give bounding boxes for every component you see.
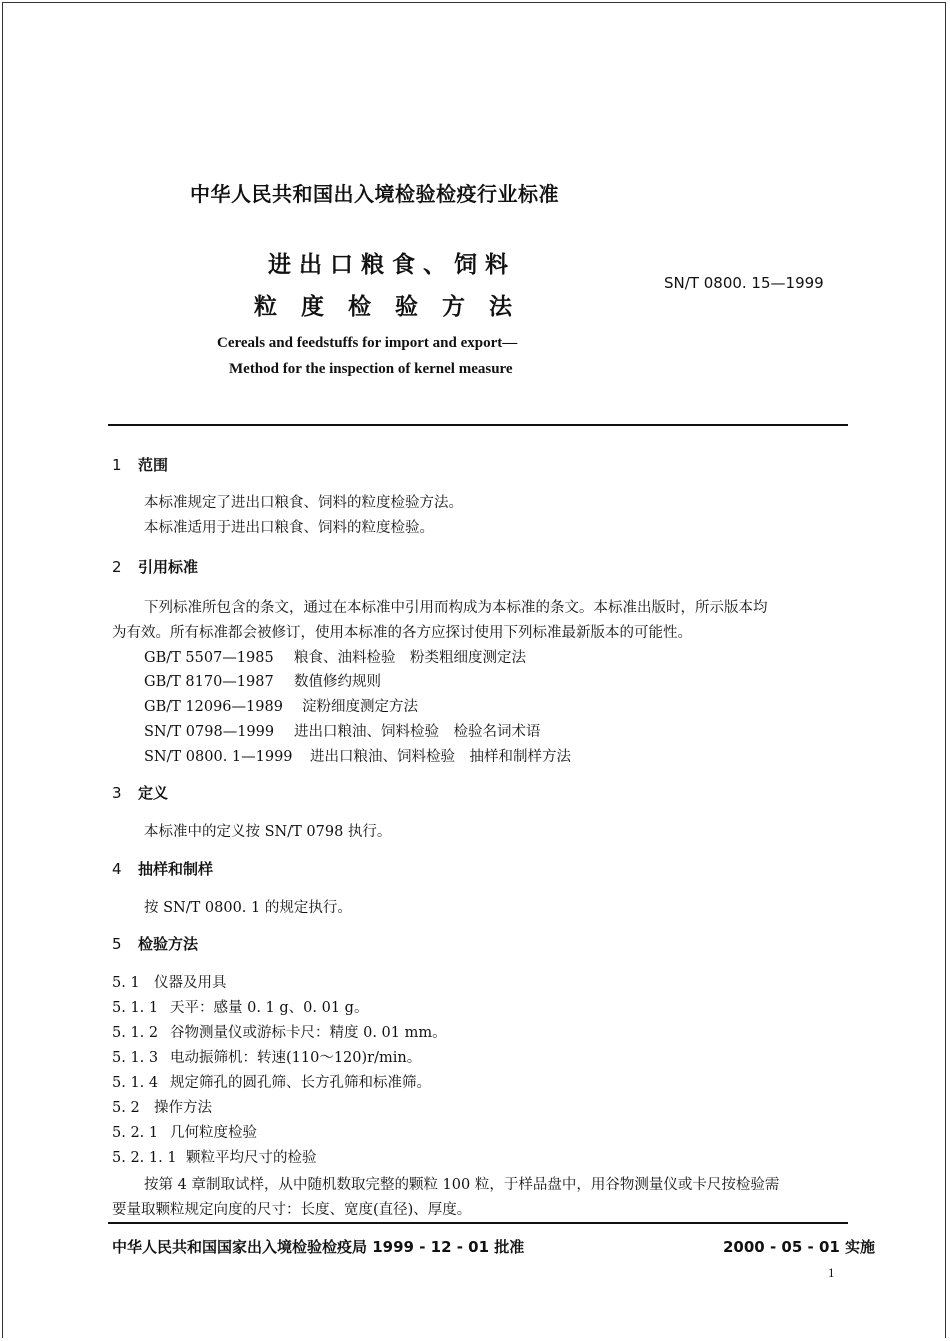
effective-date: 2000 - 05 - 01 实施: [723, 1238, 876, 1256]
subsection-number: 5. 1. 2: [112, 1025, 159, 1041]
subsection-text: 几何粒度检验: [170, 1125, 257, 1141]
reference-item: [144, 695, 418, 716]
standard-number: SN/T 0800. 15—1999: [664, 274, 824, 292]
section-3-heading: [112, 782, 168, 803]
section-1-heading: [112, 454, 168, 475]
english-title-line-2: Method for the inspection of kernel measure: [229, 361, 513, 377]
section-number: 5: [112, 935, 122, 953]
header-divider: [108, 424, 848, 426]
section-4-heading: [112, 858, 213, 879]
subsection-text: 操作方法: [154, 1100, 212, 1116]
section-1-paragraph-1: 本标准规定了进出口粮食、饲料的粒度检验方法。: [144, 495, 463, 511]
subsection-number: 5. 1. 4: [112, 1075, 159, 1091]
subsection-5-2-1-1: [112, 1146, 317, 1167]
subsection-5-1-4: [112, 1071, 431, 1092]
document-title-line-2: 粒度检验方法: [254, 294, 536, 320]
subsection-text: 谷物测量仪或游标卡尺：精度 0. 01 mm。: [170, 1025, 447, 1041]
subsection-number: 5. 2. 1. 1: [112, 1150, 177, 1166]
subsection-text: 天平：感量 0. 1 g、0. 01 g。: [170, 1000, 369, 1016]
subsection-5-1-1: [112, 996, 368, 1017]
section-number: 3: [112, 784, 122, 802]
page-number: 1: [828, 1265, 835, 1280]
section-title: 引用标准: [138, 558, 199, 576]
reference-code: GB/T 8170—1987: [144, 674, 274, 690]
subsection-number: 5. 1. 3: [112, 1050, 159, 1066]
subsection-5-2: [112, 1096, 212, 1117]
english-title-line-1: Cereals and feedstuffs for import and export—: [217, 335, 518, 351]
subsection-text: 颗粒平均尺寸的检验: [186, 1150, 317, 1166]
section-title: 范围: [138, 456, 169, 474]
section-title: 检验方法: [138, 935, 199, 953]
section-4-paragraph: 按 SN/T 0800. 1 的规定执行。: [144, 900, 352, 916]
section-5-paragraph-line-2: 要量取颗粒规定向度的尺寸：长度、宽度(直径)、厚度。: [112, 1202, 472, 1218]
reference-code: SN/T 0798—1999: [144, 724, 275, 740]
reference-item: [144, 670, 381, 691]
section-2-paragraph-line-1: 下列标准所包含的条文，通过在本标准中引用而构成为本标准的条文。本标准出版时，所示版本均: [144, 600, 768, 616]
section-number: 1: [112, 456, 122, 474]
section-1-paragraph-2: 本标准适用于进出口粮食、饲料的粒度检验。: [144, 520, 434, 536]
reference-title: 数值修约规则: [294, 674, 381, 690]
reference-code: SN/T 0800. 1—1999: [144, 749, 293, 765]
reference-code: GB/T 5507—1985: [144, 650, 274, 666]
reference-title: 进出口粮油、饲料检验 抽样和制样方法: [310, 749, 571, 765]
reference-item: [144, 745, 571, 766]
section-number: 2: [112, 558, 122, 576]
section-5-paragraph-line-1: 按第 4 章制取试样，从中随机数取完整的颗粒 100 粒，于样品盘中，用谷物测量仪或卡尺按检验需: [144, 1177, 780, 1193]
reference-item: [144, 720, 541, 741]
reference-title: 淀粉细度测定方法: [302, 699, 418, 715]
reference-title: 进出口粮油、饲料检验 检验名词术语: [294, 724, 541, 740]
section-title: 抽样和制样: [138, 860, 214, 878]
subsection-5-2-1: [112, 1121, 257, 1142]
section-5-heading: [112, 933, 198, 954]
section-2-heading: [112, 556, 198, 577]
subsection-text: 仪器及用具: [154, 975, 227, 991]
reference-title: 粮食、油料检验 粉类粗细度测定法: [294, 650, 526, 666]
issuer-approval: 中华人民共和国国家出入境检验检疫局 1999 - 12 - 01 批准: [112, 1238, 525, 1256]
subsection-5-1: [112, 971, 227, 992]
subsection-number: 5. 2. 1: [112, 1125, 159, 1141]
subsection-number: 5. 1. 1: [112, 1000, 159, 1016]
section-number: 4: [112, 860, 122, 878]
subsection-5-1-3: [112, 1046, 421, 1067]
reference-code: GB/T 12096—1989: [144, 699, 283, 715]
document-title-line-1: 进出口粮食、饲料: [268, 252, 516, 278]
subsection-text: 电动振筛机：转速(110～120)r/min。: [170, 1050, 422, 1066]
subsection-number: 5. 1: [112, 975, 140, 991]
section-3-paragraph: 本标准中的定义按 SN/T 0798 执行。: [144, 824, 392, 840]
subsection-text: 规定筛孔的圆孔筛、长方孔筛和标准筛。: [170, 1075, 431, 1091]
section-2-paragraph-line-2: 为有效。所有标准都会被修订，使用本标准的各方应探讨使用下列标准最新版本的可能性。: [112, 625, 692, 641]
subsection-5-1-2: [112, 1021, 447, 1042]
section-title: 定义: [138, 784, 169, 802]
standard-type-heading: 中华人民共和国出入境检验检疫行业标准: [190, 182, 559, 206]
subsection-number: 5. 2: [112, 1100, 140, 1116]
footer-divider: [108, 1222, 848, 1224]
reference-item: [144, 646, 526, 667]
